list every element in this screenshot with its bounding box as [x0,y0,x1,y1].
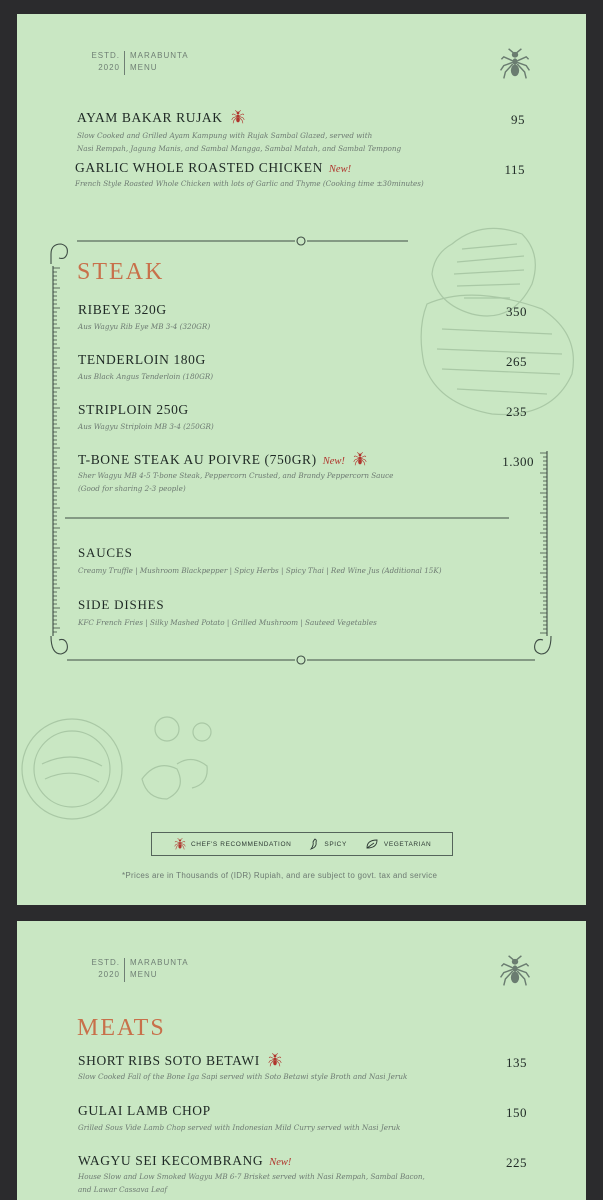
menu-item [78,302,210,333]
desc-line: House Slow and Low Smoked Wagyu MB 6-7 Brisket served with Nasi Rempah, Sambal Bacon, [78,1172,425,1181]
chef-recommendation-icon [268,1053,282,1067]
ant-icon [499,48,531,80]
menu-page-2 [17,921,586,1200]
item-description [78,1170,425,1196]
legend-spicy-label: SPICY [324,840,347,848]
item-description: Slow Cooked Fall of the Bone Iga Sapi served with Soto Betawi style Broth and Nasi Jeruk [78,1072,408,1081]
legend-vegetarian [365,838,431,850]
legend-spicy [309,838,347,850]
item-price: 350 [506,304,527,319]
header-brand [130,957,189,981]
item-price: 95 [511,112,525,127]
new-tag: New! [322,456,345,467]
sauces-title: SAUCES [78,545,133,560]
sides-options: KFC French Fries | Silky Mashed Potato | Grilled Mushroom | Sauteed Vegetables [78,618,377,627]
menu-item [77,110,401,155]
ant-icon [174,838,186,850]
estd-year: 2020 [98,970,120,979]
sides-title: SIDE DISHES [78,597,165,612]
item-name: WAGYU SEI KECOMBRANG [78,1153,264,1168]
item-name-row [77,110,401,126]
menu-item [78,352,213,383]
sauces-block [78,545,442,575]
menu-label: MENU [130,63,158,72]
item-name-row [75,160,424,176]
item-description [75,177,424,190]
chili-icon [309,838,319,850]
estd-year: 2020 [98,63,120,72]
item-name: SHORT RIBS SOTO BETAWI [78,1053,260,1068]
desc-line: and Lawar Cassava Leaf [78,1185,168,1194]
menu-page-1 [17,14,586,905]
item-name: AYAM BAKAR RUJAK [77,110,223,125]
item-price: 235 [506,404,527,419]
header-brand [130,50,189,74]
header-estd [80,50,120,74]
estd-label: ESTD. [91,958,120,967]
ant-icon [499,955,531,987]
sauces-options: Creamy Truffle | Mushroom Blackpepper | Spicy Herbs | Spicy Thai | Red Wine Jus (Additional 15K) [78,566,442,575]
item-description [77,129,401,155]
menu-item [78,452,393,495]
item-description: Aus Wagyu Striploin MB 3-4 (250GR) [78,422,214,431]
desc-line: French Style Roasted Whole Chicken with lots of Garlic and Thyme (Cooking time ±30minutes) [75,179,424,188]
brand-name: MARABUNTA [130,958,189,967]
chef-recommendation-icon [231,110,245,124]
header-divider [124,51,125,75]
leaf-icon [365,838,379,850]
section-title-steak: STEAK [77,259,165,285]
item-name-row [78,1153,425,1169]
header-divider [124,958,125,982]
menu-item [78,1153,425,1196]
header-estd [80,957,120,981]
new-tag: New! [328,164,352,175]
item-price: 150 [506,1105,527,1120]
menu-item [75,160,424,190]
legend-chef-label: CHEF'S RECOMMENDATION [191,840,292,848]
item-description: Aus Black Angus Tenderloin (180GR) [78,372,214,381]
desc-line: Slow Cooked and Grilled Ayam Kampung with Rujak Sambal Glazed, served with [77,131,373,140]
item-name-row [78,1053,407,1069]
item-description [78,469,393,495]
item-name: GULAI LAMB CHOP [78,1103,211,1118]
item-price: 225 [506,1155,527,1170]
item-name: GARLIC WHOLE ROASTED CHICKEN [75,160,323,175]
legend [151,832,453,856]
item-price: 1.300 [502,454,534,469]
item-name: STRIPLOIN 250G [78,402,189,417]
estd-label: ESTD. [91,51,120,60]
item-price: 115 [504,162,525,177]
menu-item [78,1103,400,1134]
brand-name: MARABUNTA [130,51,189,60]
legend-vegetarian-label: VEGETARIAN [383,840,432,848]
desc-line: Nasi Rempah, Jagung Manis, and Sambal Mangga, Sambal Matah, and Sambal Tempong [77,144,402,153]
item-name: T-BONE STEAK AU POIVRE (750GR) [78,452,317,467]
sides-block [78,597,377,627]
menu-item [78,402,214,433]
item-description: Grilled Sous Vide Lamb Chop served with Indonesian Mild Curry served with Nasi Jeruk [78,1123,401,1132]
item-price: 265 [506,354,527,369]
item-name-row [78,452,393,468]
item-description: Aus Wagyu Rib Eye MB 3-4 (320GR) [78,322,211,331]
item-name: TENDERLOIN 180G [78,352,206,367]
desc-line: Sher Wagyu MB 4-5 T-bone Steak, Peppercorn Crusted, and Brandy Peppercorn Sauce [78,471,394,480]
section-title-meats: MEATS [77,1015,166,1041]
chef-recommendation-icon [353,452,367,466]
new-tag: New! [269,1157,292,1168]
desc-line: (Good for sharing 2-3 people) [78,484,186,493]
item-name: RIBEYE 320G [78,302,167,317]
price-footnote: *Prices are in Thousands of (IDR) Rupiah, and are subject to govt. tax and service [122,871,438,880]
menu-label: MENU [130,970,158,979]
sauce-bowl-sketch-illustration [17,704,237,834]
menu-item [78,1053,407,1083]
legend-chef [174,838,291,850]
item-price: 135 [506,1055,527,1070]
